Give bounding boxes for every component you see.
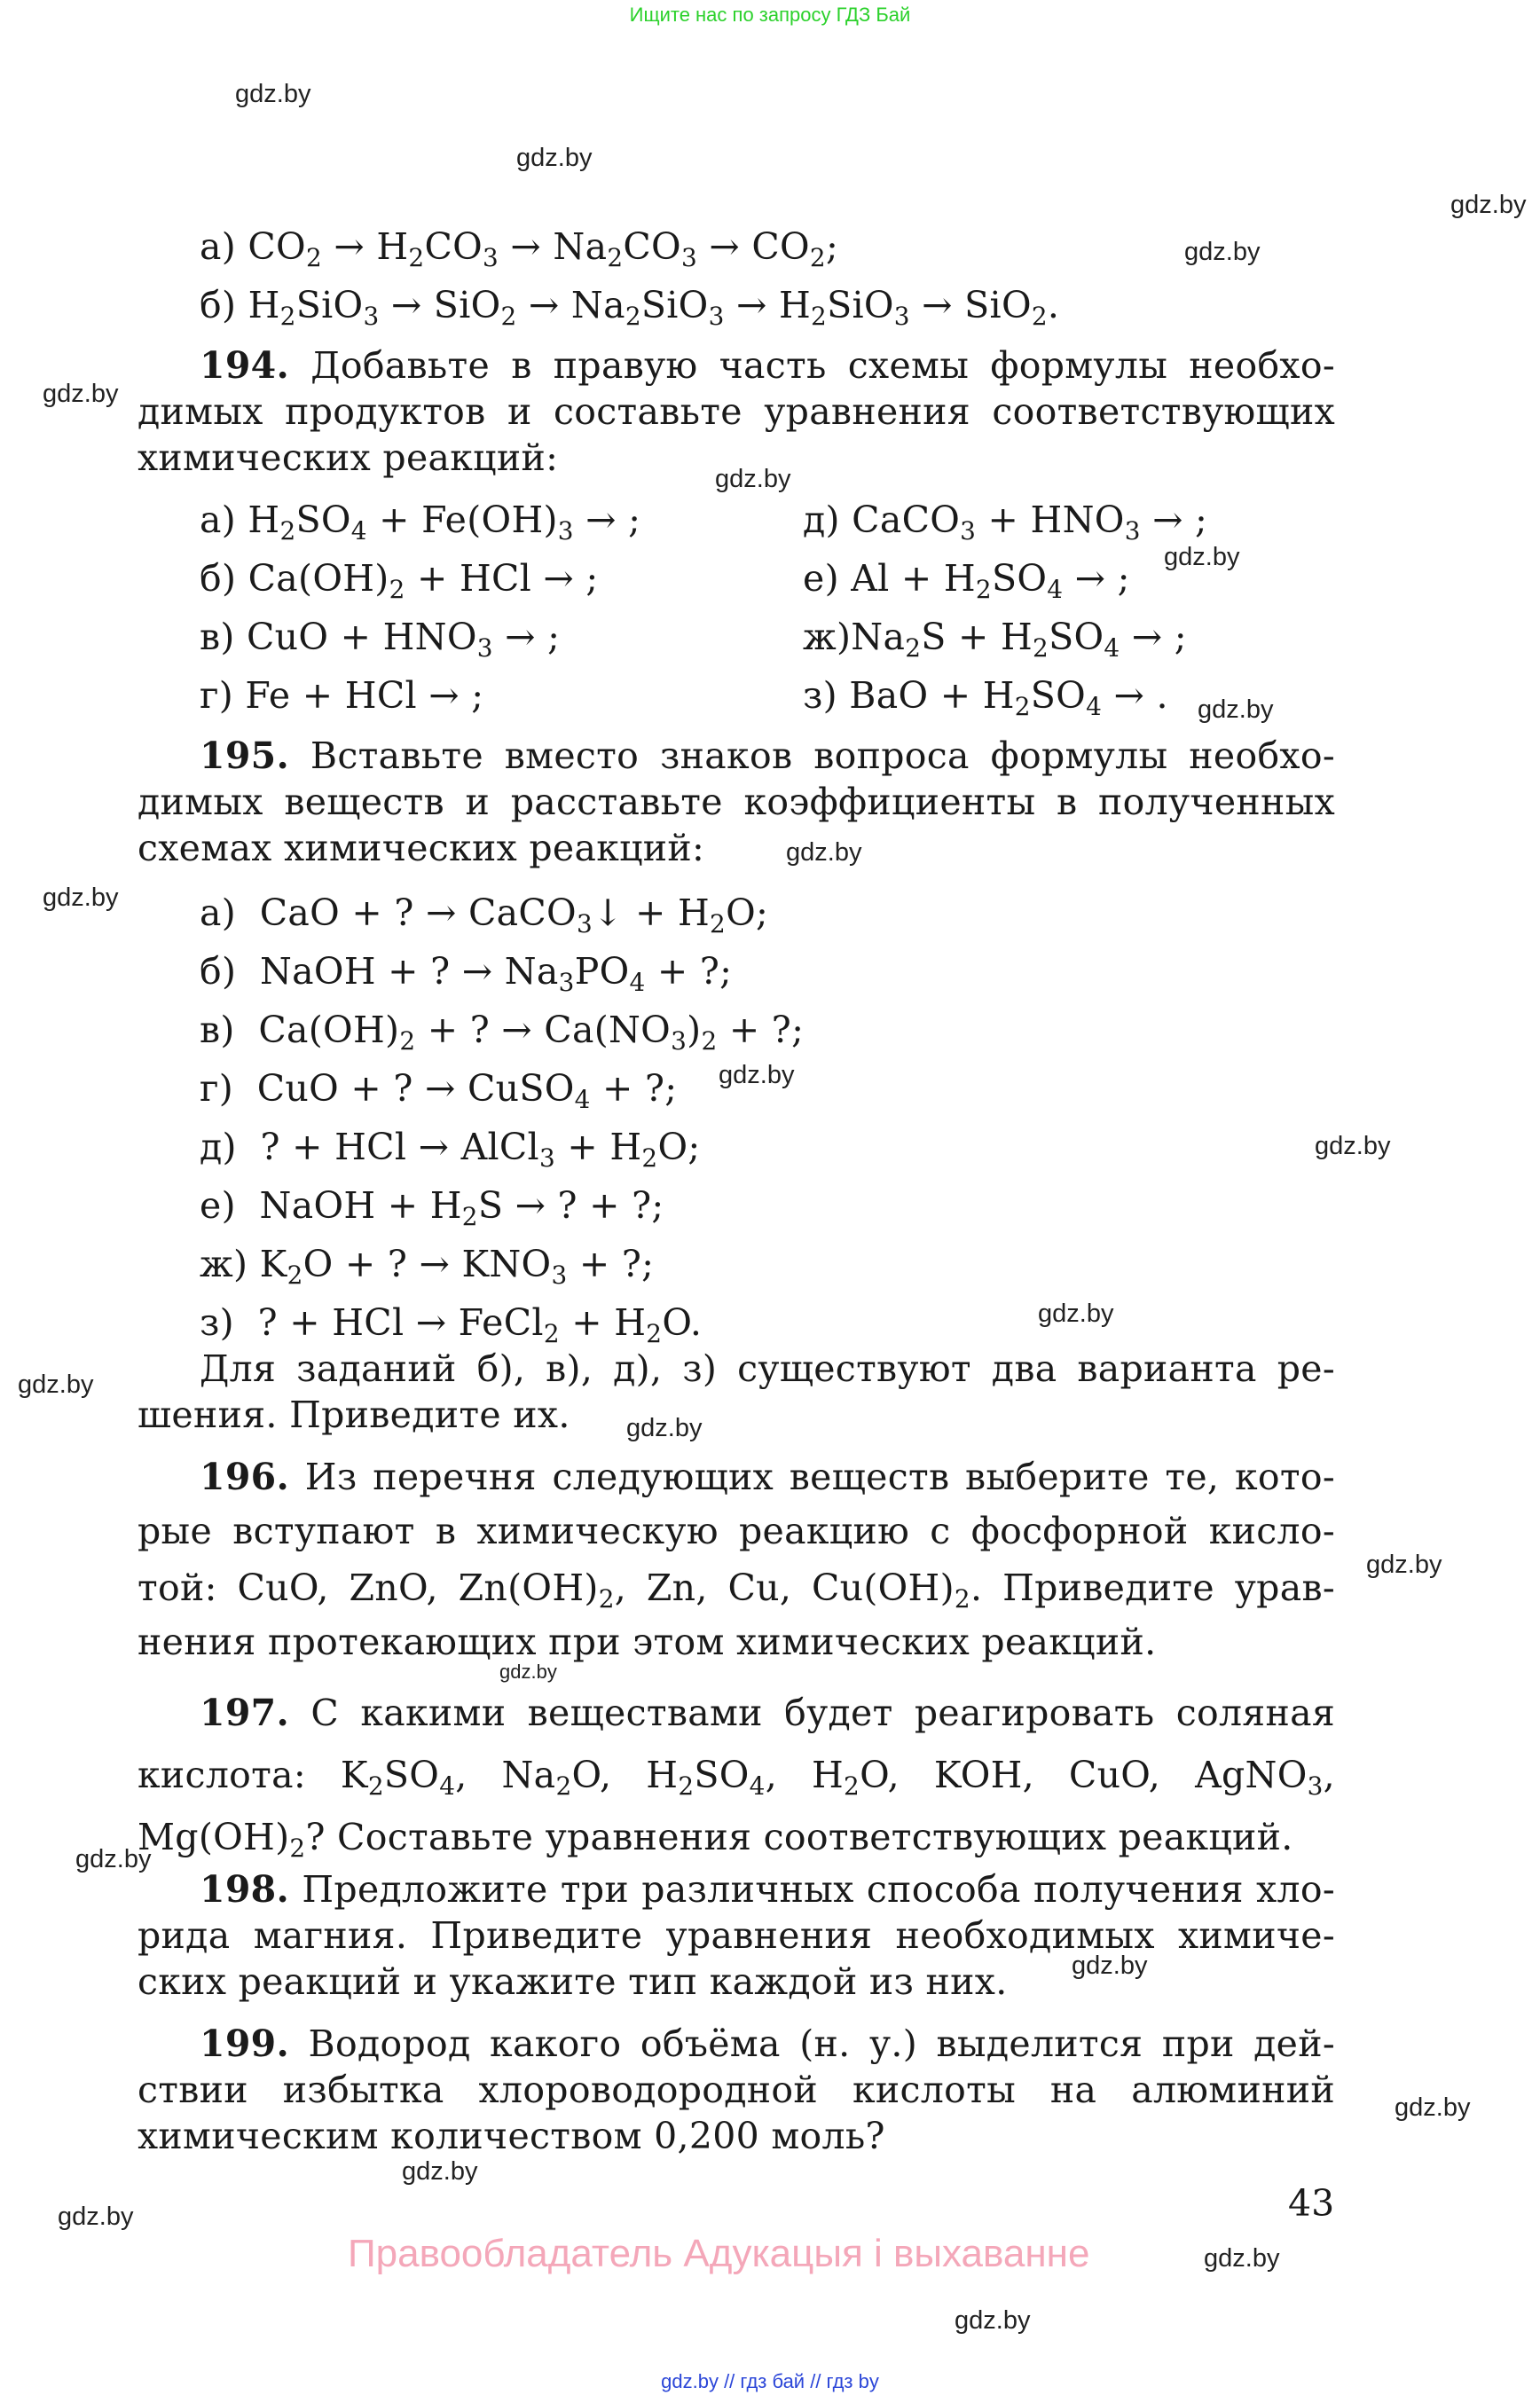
watermark: gdz.by [58, 2203, 134, 2231]
eq-194-a: а) $H_2SO_4 + Fe(OH)_3$ → ; [200, 499, 641, 546]
watermark: gdz.by [1164, 543, 1240, 571]
page-number: 43 [1288, 2182, 1335, 2225]
watermark: gdz.by [719, 1061, 795, 1089]
watermark: gdz.by [1450, 191, 1527, 219]
watermark: gdz.by [235, 80, 311, 108]
eq-195-z: з) ? + HCl → FeCl$_2$ + $H_2O$. [200, 1301, 703, 1348]
watermark: gdz.by [626, 1414, 703, 1442]
eq-195-v: в) $Ca(OH)_2$ + ? → $Ca(NO_3)_2$ + ?; [200, 1009, 805, 1056]
task-195-note: Для заданий б), в), д), з) существуют два варианта ре- шения. Приведите их. [138, 1347, 1335, 1436]
task-195: 195. Вставьте вместо знаков вопроса формулы необхо- димых веществ и расставьте коэффициенты в полученных схемах химических реакций: [138, 734, 1335, 869]
watermark: gdz.by [43, 380, 119, 408]
task-198: 198. Предложите три различных способа получения хло- рида магния. Приведите уравнения необходимых химиче- ских реакций и укажите тип каждой из них. [138, 1868, 1335, 2003]
watermark: gdz.by [499, 1661, 557, 1683]
watermark: gdz.by [43, 883, 119, 912]
watermark: gdz.by [786, 838, 862, 867]
top-banner: Ищите нас по запросу ГДЗ Бай [629, 4, 911, 26]
watermark: gdz.by [1038, 1300, 1114, 1328]
task-197: 197. С какими веществами будет реагировать соляная кислота: $K_2SO_4$, $Na_2O$, $H_2SO_4$, $H_2O$, KOH, CuO, AgNO$_3$, $Mg(OH)_2$? Составьте уравнения соответствующих реакций. [138, 1692, 1335, 1863]
watermark: gdz.by [715, 465, 791, 493]
task-194: 194. Добавьте в правую часть схемы формулы необхо- димых продуктов и составьте уравнения соответствующих химических реакций: [138, 344, 1335, 479]
eq-194-g: г) Fe + HCl → ; [200, 674, 484, 717]
watermark: gdz.by [1395, 2093, 1471, 2122]
footer-links[interactable]: gdz.by // гдз бай // гдз by [661, 2370, 879, 2392]
eq-195-d: д) ? + HCl → AlCl$_3$ + $H_2O$; [200, 1126, 701, 1173]
eq-194-v: в) CuO + $HNO_3$ → ; [200, 616, 561, 663]
scheme-b: б) $H_2SiO_3 \to SiO_2 \to Na_2SiO_3 \to H_2SiO_3 \to SiO_2$. [200, 284, 1060, 331]
watermark: gdz.by [75, 1845, 152, 1873]
eq-195-e: е) NaOH + $H_2S$ → ? + ?; [200, 1184, 664, 1231]
watermark: gdz.by [1366, 1551, 1442, 1579]
watermark: gdz.by [1072, 1951, 1148, 1980]
scheme-a: а) $CO_2 \to H_2CO_3 \to Na_2CO_3 \to CO_2$; [200, 225, 839, 272]
watermark: gdz.by [1198, 695, 1274, 724]
watermark: gdz.by [955, 2306, 1031, 2335]
watermark: gdz.by [402, 2157, 478, 2186]
watermark: gdz.by [1315, 1132, 1391, 1160]
eq-194-zh: $ж)Na_2S + H_2SO_4$ → ; [803, 616, 1187, 663]
eq-194-d: д) CaCO$_3$ + $HNO_3$ → ; [803, 499, 1208, 546]
watermark: gdz.by [516, 144, 593, 172]
task-196: 196. Из перечня следующих веществ выберите те, кото- рые вступают в химическую реакцию с фосфорной кисло- той: CuO, ZnO, $Zn(OH)_2$, Zn, Cu, $Cu(OH)_2$. Приведите урав- нения протекающих при этом химических реакций. [138, 1456, 1335, 1663]
eq-195-b: б) NaOH + ? → $Na_3PO_4$ + ?; [200, 950, 733, 997]
eq-194-e: е) $Al + H_2SO_4$ → ; [803, 557, 1130, 604]
watermark: gdz.by [1184, 238, 1261, 266]
eq-194-z: з) BaO + $H_2SO_4$ → . [803, 674, 1168, 721]
owner-notice: Правообладатель Адукацыя і выхаванне [348, 2232, 1090, 2275]
task-199: 199. Водород какого объёма (н. у.) выделится при дей- ствии избытка хлороводородной кислоты на алюминий химическим количеством 0,200 моль? [138, 2022, 1335, 2157]
eq-195-zh: ж) $K_2O$ + ? → $KNO_3$ + ?; [200, 1243, 655, 1290]
eq-195-g: г) CuO + ? → CuSO$_4$ + ?; [200, 1067, 678, 1114]
watermark: gdz.by [1204, 2244, 1280, 2273]
eq-195-a: а) CaO + ? → CaCO$_3$↓ + $H_2O$; [200, 891, 769, 938]
watermark: gdz.by [18, 1370, 94, 1399]
eq-194-b: б) $Ca(OH)_2$ + HCl → ; [200, 557, 599, 604]
